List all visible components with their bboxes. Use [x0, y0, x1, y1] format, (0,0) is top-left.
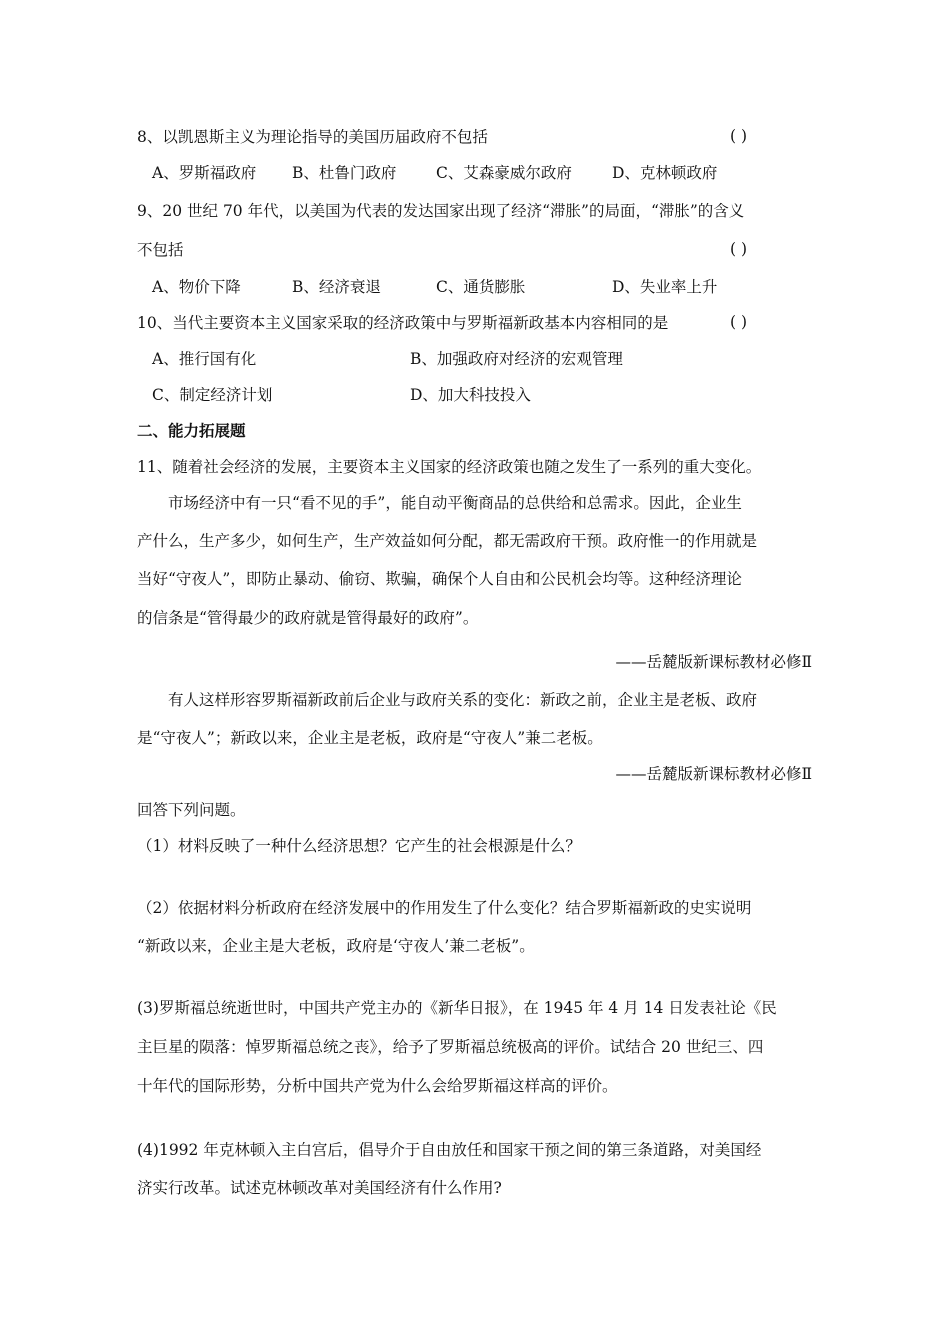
sub-question-3-line: (3)罗斯福总统逝世时，中国共产党主办的《新华日报》，在 1945 年 4 月 14 日发表社论《民 [137, 999, 777, 1017]
q8-option-b: B、杜鲁门政府 [292, 164, 397, 182]
q9-option-a: A、物价下降 [152, 278, 241, 296]
q9-option-b: B、经济衰退 [292, 278, 381, 296]
q9-stem-line2: 不包括 [137, 241, 184, 259]
material1-source: ——岳麓版新课标教材必修Ⅱ [615, 653, 812, 671]
material2-line: 是“守夜人”；新政以来，企业主是老板，政府是“守夜人”兼二老板。 [137, 729, 603, 747]
q8-stem: 8、以凯恩斯主义为理论指导的美国历届政府不包括 [137, 128, 488, 146]
sub-question-3-line: 十年代的国际形势，分析中国共产党为什么会给罗斯福这样高的评价。 [137, 1077, 618, 1095]
sub-question-3-line: 主巨星的陨落：悼罗斯福总统之丧》，给予了罗斯福总统极高的评价。试结合 20 世纪三、四 [137, 1038, 764, 1056]
sub-question-4-line: (4)1992 年克林顿入主白宫后，倡导介于自由放任和国家干预之间的第三条道路，对美国经 [137, 1141, 762, 1159]
material2-line: 有人这样形容罗斯福新政前后企业与政府关系的变化：新政之前，企业主是老板、政府 [168, 691, 758, 709]
q8-option-a: A、罗斯福政府 [152, 164, 257, 182]
q11-stem: 11、随着社会经济的发展，主要资本主义国家的经济政策也随之发生了一系列的重大变化。 [137, 458, 762, 476]
q10-option-c: C、制定经济计划 [152, 386, 273, 404]
section-heading: 二、能力拓展题 [137, 422, 246, 440]
q10-option-d: D、加大科技投入 [410, 386, 531, 404]
q8-option-c: C、艾森豪威尔政府 [436, 164, 572, 182]
q8-option-d: D、克林顿政府 [612, 164, 718, 182]
q8-answer-paren: ( ) [730, 127, 748, 145]
q9-stem-line1: 9、20 世纪 70 年代，以美国为代表的发达国家出现了经济“滞胀”的局面，“滞胀”的含义 [137, 202, 745, 220]
q10-option-a: A、推行国有化 [152, 350, 257, 368]
sub-question-1: （1）材料反映了一种什么经济思想？它产生的社会根源是什么？ [137, 837, 581, 855]
q10-answer-paren: ( ) [730, 313, 748, 331]
q9-option-c: C、通货膨胀 [436, 278, 526, 296]
material2-source: ——岳麓版新课标教材必修Ⅱ [615, 765, 812, 783]
q10-option-b: B、加强政府对经济的宏观管理 [410, 350, 623, 368]
q10-stem: 10、当代主要资本主义国家采取的经济政策中与罗斯福新政基本内容相同的是 [137, 314, 669, 332]
material1-line: 的信条是“管得最少的政府就是管得最好的政府”。 [137, 609, 479, 627]
q9-answer-paren: ( ) [730, 240, 748, 258]
instruction: 回答下列问题。 [137, 801, 246, 819]
q9-option-d: D、失业率上升 [612, 278, 718, 296]
sub-question-4-line: 济实行改革。试述克林顿改革对美国经济有什么作用? [137, 1179, 502, 1197]
material1-line: 产什么，生产多少，如何生产，生产效益如何分配，都无需政府干预。政府惟一的作用就是 [137, 532, 758, 550]
sub-question-2-line: “新政以来，企业主是大老板，政府是‘守夜人’兼二老板”。 [137, 937, 535, 955]
material1-line: 市场经济中有一只“看不见的手”，能自动平衡商品的总供给和总需求。因此，企业生 [168, 494, 742, 512]
material1-line: 当好“守夜人”，即防止暴动、偷窃、欺骗，确保个人自由和公民机会均等。这种经济理论 [137, 570, 742, 588]
sub-question-2-line: （2）依据材料分析政府在经济发展中的作用发生了什么变化？结合罗斯福新政的史实说明 [137, 899, 752, 917]
